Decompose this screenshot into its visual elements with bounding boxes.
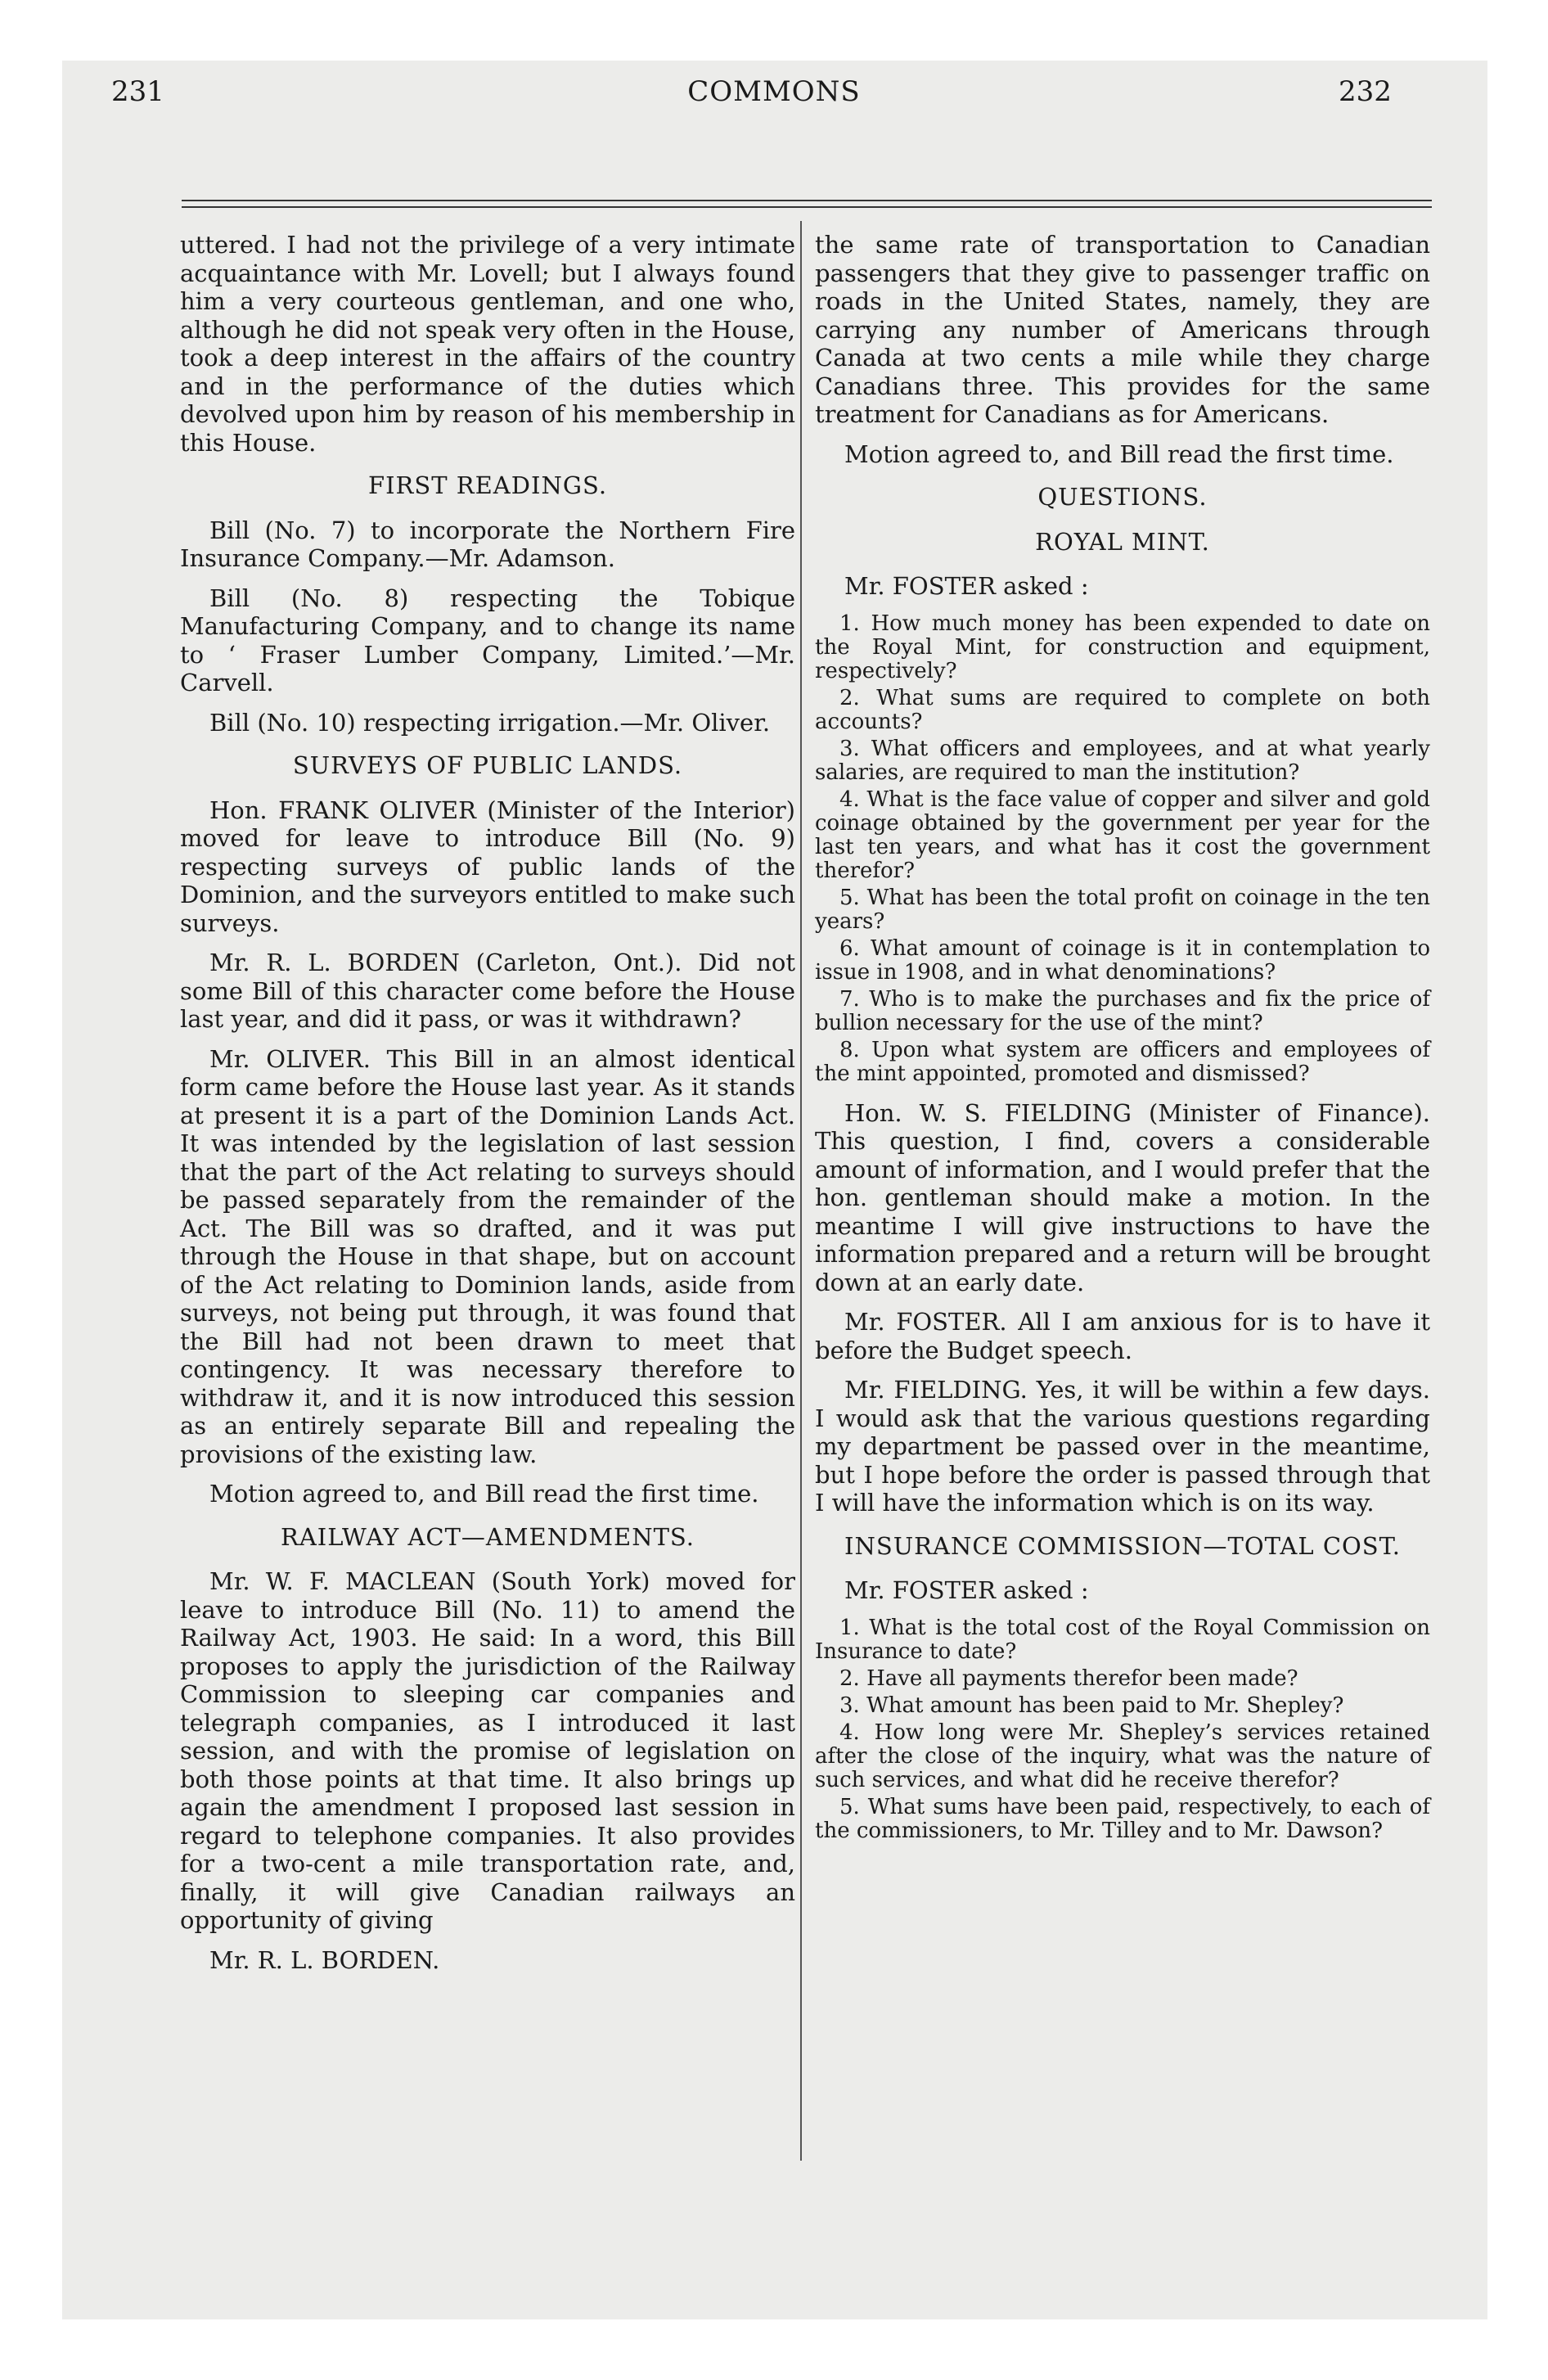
header-rule-top: [182, 200, 1432, 201]
column-divider: [800, 221, 802, 2161]
borden-speaker: Mr. R. L. BORDEN.: [209, 1945, 440, 1974]
heading-first-readings: FIRST READINGS.: [367, 471, 608, 499]
insurance-question: 1. What is the total cost of the Royal Commission on Insurance to date?: [815, 1615, 1430, 1664]
mint-question: 6. What amount of coinage is it in contemplation to issue in 1908, and in what denominations?: [815, 935, 1430, 985]
page-number-right: 232: [1339, 75, 1392, 108]
insurance-question: 2. Have all payments therefor been made?: [839, 1666, 1298, 1691]
insurance-question: 5. What sums have been paid, respectively, to each of the commissioners, to Mr. Tilley and to Mr. Dawson?: [815, 1794, 1430, 1843]
mint-question: 2. What sums are required to complete on both accounts?: [815, 685, 1430, 734]
borden-question: Mr. R. L. BORDEN (Carleton, Ont.). Did not some Bill of this character come before the House last year, and did it pass, or was it withdrawn?: [180, 949, 795, 1033]
mint-question: 7. Who is to make the purchases and fix the price of bullion necessary for the use of the mint?: [815, 986, 1430, 1035]
right-column: [815, 231, 1430, 1846]
heading-insurance-commission: INSURANCE COMMISSION—TOTAL COST.: [844, 1531, 1401, 1560]
motion-agreed-right: Motion agreed to, and Bill read the first time.: [844, 439, 1394, 468]
bill-10: Bill (No. 10) respecting irrigation.—Mr. Oliver.: [209, 708, 771, 737]
bill-8: Bill (No. 8) respecting the Tobique Manufacturing Company, and to change its name to ‘ Fraser Lumber Company, Limited.’—Mr. Carvell.: [180, 584, 795, 696]
mint-question: 8. Upon what system are officers and employees of the mint appointed, promoted and dismissed?: [815, 1037, 1430, 1086]
oliver-motion: Hon. FRANK OLIVER (Minister of the Interior) moved for leave to introduce Bill (No. 9) respecting surveys of public lands of the Dominion, and the surveyors entitled to make such surveys.: [180, 796, 795, 937]
motion-agreed-left: Motion agreed to, and Bill read the first time.: [209, 1480, 759, 1508]
heading-questions: QUESTIONS.: [1037, 483, 1208, 511]
bill-7: Bill (No. 7) to incorporate the Northern Fire Insurance Company.—Mr. Adamson.: [180, 516, 795, 572]
foster-asked-mint: Mr. FOSTER asked :: [844, 572, 1089, 600]
oliver-reply: Mr. OLIVER. This Bill in an almost identical form came before the House last year. As it stands at present it is a part of the Dominion Lands Act. It was intended by the legislation of last session that the part of the Act relating to surveys should be passed separately from the remainder of the Act. The Bill was so drafted, and it was put through the House in that shape, but on account of the Act relating to Dominion lands, aside from surveys, not being put through, it was found that the Bill had not been drawn to meet that contingency. It was necessary therefore to withdraw it, and it is now introduced this session as an entirely separate Bill and repealing the provisions of the existing law.: [180, 1044, 795, 1468]
header-rule-bottom: [182, 206, 1432, 208]
mint-question: 5. What has been the total profit on coinage in the ten years?: [815, 885, 1430, 934]
heading-royal-mint: ROYAL MINT.: [1035, 527, 1210, 556]
maclean-motion: Mr. W. F. MACLEAN (South York) moved for leave to introduce Bill (No. 11) to amend the Railway Act, 1903. He said: In a word, this Bill proposes to apply the jurisdiction of the Railway Commission to sleeping car companies and telegraph companies, as I introduced it last session, and with the promise of legislation on both those points at that time. It also brings up again the amendment I proposed last session in regard to telephone companies. It also provides for a two-cent a mile transportation rate, and, finally, it will give Canadian railways an opportunity of giving: [180, 1567, 795, 1934]
fielding-reply: Hon. W. S. FIELDING (Minister of Finance). This question, I find, covers a considerable amount of information, and I would prefer that the hon. gentleman should make a motion. In the meantime I will give instructions to have the information prepared and a return will be brought down at an early date.: [815, 1098, 1430, 1296]
paragraph-lovell-tribute: uttered. I had not the privilege of a very intimate acquaintance with Mr. Lovell; but I always found him a very courteous gentleman, and one who, although he did not speak very often in the House, took a deep interest in the affairs of the country and in the performance of the duties which devolved upon him by reason of his membership in this House.: [180, 231, 795, 457]
heading-railway-act: RAILWAY ACT—AMENDMENTS.: [280, 1522, 695, 1551]
running-head: COMMONS: [687, 75, 861, 108]
left-column: [180, 231, 795, 1986]
foster-anxious: Mr. FOSTER. All I am anxious for is to have it before the Budget speech.: [815, 1308, 1430, 1364]
insurance-question: 4. How long were Mr. Shepley’s services retained after the close of the inquiry, what was the nature of such services, and what did he receive therefor?: [815, 1720, 1430, 1792]
heading-surveys: SURVEYS OF PUBLIC LANDS.: [292, 751, 683, 779]
mint-question: 4. What is the face value of copper and silver and gold coinage obtained by the government per year for the last ten years, and what has it cost the government therefor?: [815, 787, 1430, 883]
mint-question: 1. How much money has been expended to date on the Royal Mint, for construction and equipment, respectively?: [815, 611, 1430, 683]
page-number-left: 231: [111, 75, 164, 108]
insurance-question: 3. What amount has been paid to Mr. Shepley?: [839, 1693, 1344, 1718]
fielding-days: Mr. FIELDING. Yes, it will be within a few days. I would ask that the various questions regarding my department be passed over in the meantime, but I hope before the order is passed through that I will have the information which is on its way.: [815, 1376, 1430, 1517]
foster-asked-insurance: Mr. FOSTER asked :: [844, 1576, 1089, 1604]
mint-question: 3. What officers and employees, and at what yearly salaries, are required to man the institution?: [815, 736, 1430, 785]
paragraph-continued: the same rate of transportation to Canadian passengers that they give to passenger traffic on roads in the United States, namely, they are carrying any number of Americans through Canada at two cents a mile while they charge Canadians three. This provides for the same treatment for Canadians as for Americans.: [815, 231, 1430, 428]
